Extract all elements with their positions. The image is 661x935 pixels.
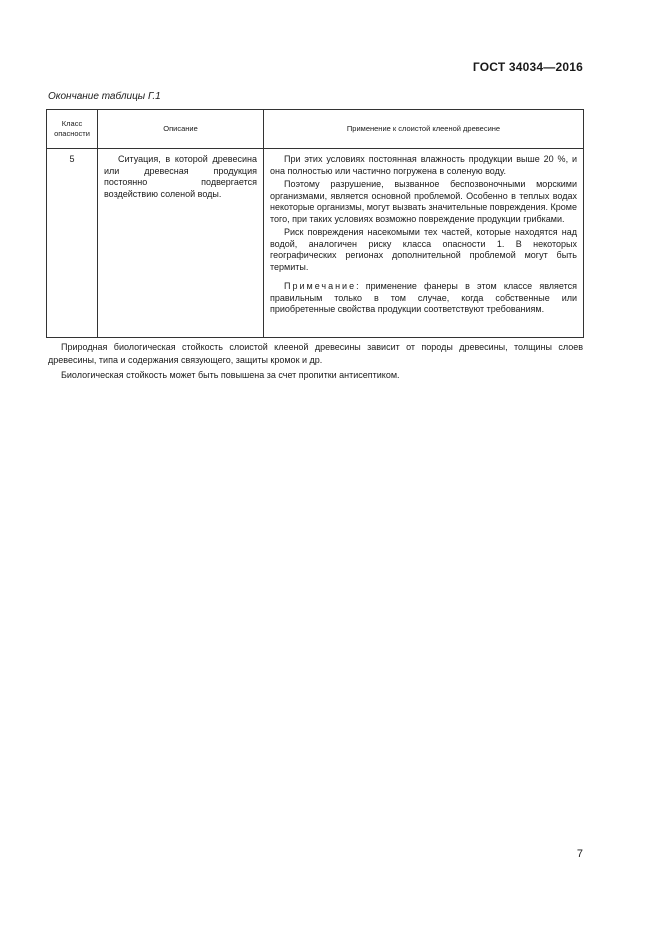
body-paragraph: Биологическая стойкость может быть повышена за счет пропитки антисептиком. (61, 370, 400, 381)
body-text (48, 341, 583, 384)
class-cell: 5 (47, 149, 98, 338)
header-application: Применение к слоистой клееной древесине (264, 110, 584, 149)
table-header-row (47, 110, 584, 149)
note-label: Примечание (284, 281, 357, 292)
header-class-line2: опасности (54, 129, 90, 138)
application-paragraph: Риск повреждения насекомыми тех частей, которые находятся над водой, аналогичен риску класса опасности 1. В некоторых географических регионах дополнительной проблемой могут быть термиты. (270, 227, 577, 272)
application-cell (264, 149, 584, 338)
table-row (47, 149, 584, 338)
application-paragraph: Поэтому разрушение, вызванное беспозвоночными морскими организмами, является основной проблемой. Особенно в теплых водах некоторые организмы, могут вызвать значительные повреждения. Кроме того, при таких условиях возможно повреждение продукции грибками. (270, 179, 577, 224)
note-text: : применение фанеры в этом классе является правильным только в том случае, когда собственные или приобретенные свойства продукции соответствуют требованиям. (270, 281, 577, 315)
description-text: Ситуация, в которой древесина или древесная продукция постоянно подвергается воздействию соленой воды. (104, 154, 257, 199)
hazard-class-table (46, 109, 584, 338)
body-paragraph: Природная биологическая стойкость слоистой клееной древесины зависит от породы древесины, толщины слоев древесины, типа и содержания связующего, защиты кромок и др. (48, 342, 583, 366)
header-description: Описание (98, 110, 264, 149)
standard-code-header: ГОСТ 34034—2016 (472, 60, 583, 74)
description-cell (98, 149, 264, 338)
header-class (47, 110, 98, 149)
header-class-line1: Класс (61, 118, 83, 128)
page-number: 7 (576, 848, 583, 860)
application-paragraph: При этих условиях постоянная влажность продукции выше 20 %, и она полностью или частично погружена в соленую воду. (270, 154, 577, 176)
table-caption: Окончание таблицы Г.1 (48, 91, 161, 102)
table-note (270, 281, 577, 316)
